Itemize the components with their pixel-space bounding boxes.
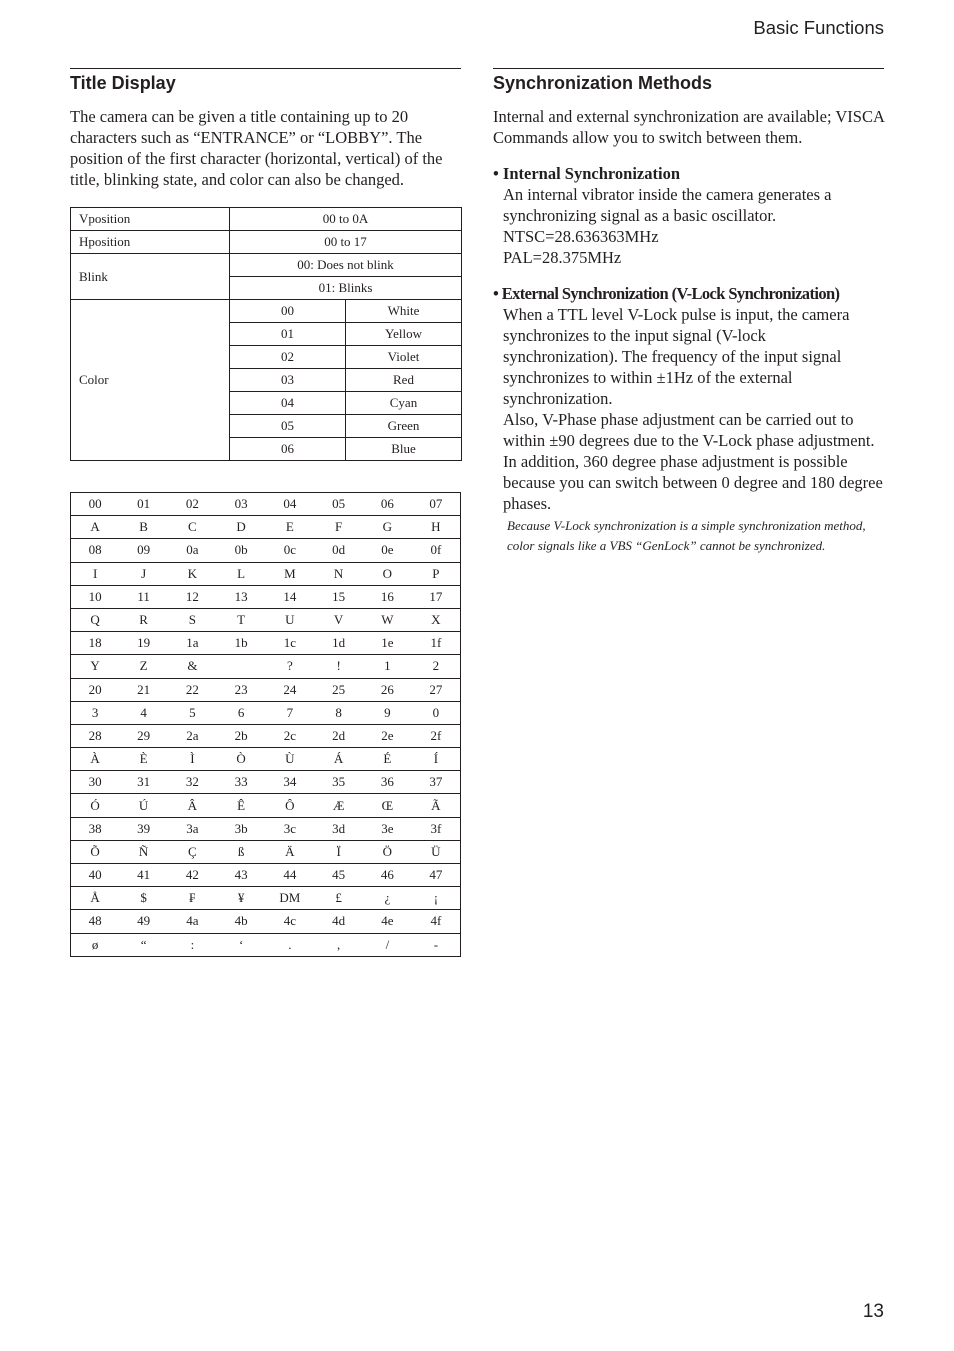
char-code-cell: 12 xyxy=(168,585,217,608)
table-cell: 04 xyxy=(230,392,346,415)
bullet-text: When a TTL level V-Lock pulse is input, the camera synchronizes to the input signal (V-lock synchronization). The frequency of the input signal synchronizes to within ±1Hz of the external synchronization. xyxy=(503,305,850,408)
char-glyph-cell: Ò xyxy=(217,748,266,771)
char-code-cell: 3b xyxy=(217,817,266,840)
table-cell: Violet xyxy=(346,346,462,369)
char-glyph-cell: D xyxy=(217,516,266,539)
char-code-cell: 02 xyxy=(168,493,217,516)
section-rule xyxy=(70,68,461,69)
char-code-cell: 16 xyxy=(363,585,412,608)
char-glyph-cell: Â xyxy=(168,794,217,817)
note-text: Because V-Lock synchronization is a simple synchronization method, color signals like a VBS “GenLock” cannot be synchronized. xyxy=(507,518,866,553)
table-row xyxy=(71,933,461,956)
table-row xyxy=(71,678,461,701)
char-glyph-cell: Ç xyxy=(168,840,217,863)
table-cell: White xyxy=(346,300,462,323)
bullet-heading: • Internal Synchronization xyxy=(493,164,680,183)
char-glyph-cell: ₣ xyxy=(168,887,217,910)
char-glyph-cell: ? xyxy=(266,655,315,678)
char-glyph-cell: “ xyxy=(119,933,168,956)
char-code-cell: 39 xyxy=(119,817,168,840)
char-code-cell: 48 xyxy=(71,910,120,933)
char-code-cell: 44 xyxy=(266,864,315,887)
char-glyph-cell: , xyxy=(314,933,363,956)
char-glyph-cell: ‘ xyxy=(217,933,266,956)
char-code-cell: 3f xyxy=(412,817,461,840)
char-code-cell: 43 xyxy=(217,864,266,887)
char-code-cell: 1b xyxy=(217,632,266,655)
table-row xyxy=(71,840,461,863)
body-paragraph: Internal and external synchronization are available; VISCA Commands allow you to switch between them. xyxy=(493,107,884,147)
table-row xyxy=(71,794,461,817)
char-code-cell: 3a xyxy=(168,817,217,840)
table-cell: 00 to 17 xyxy=(230,231,462,254)
table-cell: 01 xyxy=(230,323,346,346)
char-glyph-cell: ¥ xyxy=(217,887,266,910)
table-row xyxy=(71,516,461,539)
char-glyph-cell: Õ xyxy=(71,840,120,863)
char-glyph-cell: Ü xyxy=(412,840,461,863)
char-glyph-cell: U xyxy=(266,608,315,631)
char-glyph-cell: 2 xyxy=(412,655,461,678)
char-code-cell: 34 xyxy=(266,771,315,794)
char-glyph-cell: ¿ xyxy=(363,887,412,910)
char-code-cell: 25 xyxy=(314,678,363,701)
bullet-text: An internal vibrator inside the camera generates a synchronizing signal as a basic oscillator. xyxy=(503,185,832,225)
char-glyph-cell: M xyxy=(266,562,315,585)
char-code-cell: 19 xyxy=(119,632,168,655)
ntsc-frequency: NTSC=28.636363MHz xyxy=(503,227,659,246)
char-code-cell: 0c xyxy=(266,539,315,562)
table-row xyxy=(71,887,461,910)
char-code-cell: 24 xyxy=(266,678,315,701)
char-code-cell: 3d xyxy=(314,817,363,840)
char-glyph-cell xyxy=(217,655,266,678)
table-cell: 01: Blinks xyxy=(230,277,462,300)
table-row xyxy=(71,562,461,585)
char-code-cell: 04 xyxy=(266,493,315,516)
char-glyph-cell: Y xyxy=(71,655,120,678)
char-code-cell: 47 xyxy=(412,864,461,887)
char-glyph-cell: 7 xyxy=(266,701,315,724)
char-glyph-cell: Æ xyxy=(314,794,363,817)
char-code-cell: 03 xyxy=(217,493,266,516)
table-row xyxy=(71,632,461,655)
char-code-cell: 00 xyxy=(71,493,120,516)
table-row xyxy=(71,300,462,323)
char-code-cell: 26 xyxy=(363,678,412,701)
char-code-cell: 20 xyxy=(71,678,120,701)
char-glyph-cell: 1 xyxy=(363,655,412,678)
char-code-cell: 0f xyxy=(412,539,461,562)
table-row xyxy=(71,655,461,678)
char-code-cell: 11 xyxy=(119,585,168,608)
char-code-cell: 1c xyxy=(266,632,315,655)
table-cell: 02 xyxy=(230,346,346,369)
table-row xyxy=(71,585,461,608)
char-code-cell: 1d xyxy=(314,632,363,655)
title-display-section xyxy=(70,68,461,957)
char-glyph-cell: Ô xyxy=(266,794,315,817)
char-glyph-cell: Ã xyxy=(412,794,461,817)
char-glyph-cell: K xyxy=(168,562,217,585)
char-code-cell: 2f xyxy=(412,724,461,747)
char-code-cell: 06 xyxy=(363,493,412,516)
char-glyph-cell: Ñ xyxy=(119,840,168,863)
char-code-cell: 2a xyxy=(168,724,217,747)
char-code-cell: 09 xyxy=(119,539,168,562)
char-glyph-cell: A xyxy=(71,516,120,539)
table-row xyxy=(71,771,461,794)
table-cell: 00 xyxy=(230,300,346,323)
char-code-cell: 01 xyxy=(119,493,168,516)
table-cell: Yellow xyxy=(346,323,462,346)
char-glyph-cell: Ú xyxy=(119,794,168,817)
char-code-cell: 2b xyxy=(217,724,266,747)
char-glyph-cell: I xyxy=(71,562,120,585)
pal-frequency: PAL=28.375MHz xyxy=(503,248,622,267)
table-cell: Blue xyxy=(346,438,462,461)
char-glyph-cell: R xyxy=(119,608,168,631)
char-code-cell: 0a xyxy=(168,539,217,562)
table-cell: 00 to 0A xyxy=(230,208,462,231)
char-code-cell: 32 xyxy=(168,771,217,794)
char-code-cell: 0e xyxy=(363,539,412,562)
char-code-cell: 1e xyxy=(363,632,412,655)
char-glyph-cell: P xyxy=(412,562,461,585)
char-code-cell: 2c xyxy=(266,724,315,747)
table-row xyxy=(71,254,462,277)
table-cell: 05 xyxy=(230,415,346,438)
char-glyph-cell: - xyxy=(412,933,461,956)
char-code-cell: 05 xyxy=(314,493,363,516)
table-row xyxy=(71,208,462,231)
table-row xyxy=(71,701,461,724)
char-glyph-cell: ø xyxy=(71,933,120,956)
page-number: 13 xyxy=(862,1301,884,1322)
char-code-cell: 4d xyxy=(314,910,363,933)
char-glyph-cell: H xyxy=(412,516,461,539)
char-code-cell: 35 xyxy=(314,771,363,794)
char-code-cell: 4e xyxy=(363,910,412,933)
char-code-cell: 0b xyxy=(217,539,266,562)
char-code-cell: 38 xyxy=(71,817,120,840)
char-code-cell: 3c xyxy=(266,817,315,840)
char-glyph-cell: Ä xyxy=(266,840,315,863)
char-code-cell: 21 xyxy=(119,678,168,701)
char-code-cell: 1f xyxy=(412,632,461,655)
table-cell: Cyan xyxy=(346,392,462,415)
char-code-cell: 22 xyxy=(168,678,217,701)
char-glyph-cell: À xyxy=(71,748,120,771)
bullet-heading: • External Synchronization (V-Lock Synchronization) xyxy=(493,284,840,303)
bullet-text: Also, V-Phase phase adjustment can be carried out to within ±90 degrees due to the V-Lock phase adjustment. In addition, 360 degree phase adjustment is possible because you can switch between 0 degree and 180 degree phases. xyxy=(503,410,883,513)
char-code-cell: 4c xyxy=(266,910,315,933)
table-row xyxy=(71,493,461,516)
char-glyph-cell: È xyxy=(119,748,168,771)
body-paragraph: The camera can be given a title containing up to 20 characters such as “ENTRANCE” or “LOBBY”. The position of the first character (horizontal, vertical) of the title, blinking state, and color can also be changed. xyxy=(70,107,443,189)
char-glyph-cell: Á xyxy=(314,748,363,771)
char-glyph-cell: Ö xyxy=(363,840,412,863)
section-rule xyxy=(493,68,884,69)
char-code-cell: 08 xyxy=(71,539,120,562)
char-code-cell: 46 xyxy=(363,864,412,887)
char-code-cell: 17 xyxy=(412,585,461,608)
char-glyph-cell: & xyxy=(168,655,217,678)
char-glyph-cell: N xyxy=(314,562,363,585)
char-glyph-cell: Œ xyxy=(363,794,412,817)
char-code-cell: 27 xyxy=(412,678,461,701)
table-cell: Color xyxy=(71,300,230,461)
char-glyph-cell: $ xyxy=(119,887,168,910)
table-row xyxy=(71,910,461,933)
table-cell: 03 xyxy=(230,369,346,392)
character-code-table xyxy=(70,492,461,957)
char-glyph-cell: J xyxy=(119,562,168,585)
char-glyph-cell: 9 xyxy=(363,701,412,724)
table-row xyxy=(71,539,461,562)
char-glyph-cell: Ù xyxy=(266,748,315,771)
char-code-cell: 3e xyxy=(363,817,412,840)
table-cell: Green xyxy=(346,415,462,438)
char-glyph-cell: V xyxy=(314,608,363,631)
char-glyph-cell: 0 xyxy=(412,701,461,724)
table-row xyxy=(71,817,461,840)
char-code-cell: 4a xyxy=(168,910,217,933)
char-glyph-cell: X xyxy=(412,608,461,631)
char-glyph-cell: 8 xyxy=(314,701,363,724)
char-code-cell: 4f xyxy=(412,910,461,933)
char-glyph-cell: T xyxy=(217,608,266,631)
char-glyph-cell: Ó xyxy=(71,794,120,817)
char-glyph-cell: ¡ xyxy=(412,887,461,910)
char-glyph-cell: . xyxy=(266,933,315,956)
char-code-cell: 4b xyxy=(217,910,266,933)
char-glyph-cell: E xyxy=(266,516,315,539)
char-glyph-cell: Ê xyxy=(217,794,266,817)
char-glyph-cell: DM xyxy=(266,887,315,910)
char-code-cell: 45 xyxy=(314,864,363,887)
char-code-cell: 23 xyxy=(217,678,266,701)
char-glyph-cell: Ï xyxy=(314,840,363,863)
char-code-cell: 2e xyxy=(363,724,412,747)
char-code-cell: 10 xyxy=(71,585,120,608)
char-code-cell: 2d xyxy=(314,724,363,747)
table-cell: Blink xyxy=(71,254,230,300)
table-row xyxy=(71,231,462,254)
running-header: Basic Functions xyxy=(753,17,884,38)
char-code-cell: 1a xyxy=(168,632,217,655)
table-row xyxy=(71,864,461,887)
char-code-cell: 40 xyxy=(71,864,120,887)
table-row xyxy=(71,608,461,631)
char-glyph-cell: F xyxy=(314,516,363,539)
title-settings-table xyxy=(70,207,462,461)
char-glyph-cell: 6 xyxy=(217,701,266,724)
char-code-cell: 33 xyxy=(217,771,266,794)
char-code-cell: 30 xyxy=(71,771,120,794)
table-cell: Red xyxy=(346,369,462,392)
char-code-cell: 13 xyxy=(217,585,266,608)
char-code-cell: 28 xyxy=(71,724,120,747)
char-glyph-cell: C xyxy=(168,516,217,539)
section-heading: Synchronization Methods xyxy=(493,73,713,93)
char-glyph-cell: W xyxy=(363,608,412,631)
char-glyph-cell: Å xyxy=(71,887,120,910)
char-glyph-cell: £ xyxy=(314,887,363,910)
char-glyph-cell: ! xyxy=(314,655,363,678)
char-code-cell: 31 xyxy=(119,771,168,794)
char-code-cell: 29 xyxy=(119,724,168,747)
char-glyph-cell: Z xyxy=(119,655,168,678)
char-code-cell: 15 xyxy=(314,585,363,608)
char-code-cell: 49 xyxy=(119,910,168,933)
char-glyph-cell: Q xyxy=(71,608,120,631)
char-glyph-cell: / xyxy=(363,933,412,956)
char-code-cell: 41 xyxy=(119,864,168,887)
char-glyph-cell: B xyxy=(119,516,168,539)
char-glyph-cell: L xyxy=(217,562,266,585)
char-code-cell: 36 xyxy=(363,771,412,794)
table-cell: Vposition xyxy=(71,208,230,231)
char-code-cell: 18 xyxy=(71,632,120,655)
char-code-cell: 42 xyxy=(168,864,217,887)
char-glyph-cell: O xyxy=(363,562,412,585)
char-glyph-cell: Í xyxy=(412,748,461,771)
char-glyph-cell: ß xyxy=(217,840,266,863)
char-glyph-cell: : xyxy=(168,933,217,956)
char-glyph-cell: Ì xyxy=(168,748,217,771)
table-cell: 00: Does not blink xyxy=(230,254,462,277)
char-glyph-cell: 4 xyxy=(119,701,168,724)
table-row xyxy=(71,748,461,771)
char-glyph-cell: S xyxy=(168,608,217,631)
char-glyph-cell: 3 xyxy=(71,701,120,724)
external-sync-item xyxy=(493,283,884,555)
table-cell: 06 xyxy=(230,438,346,461)
char-code-cell: 37 xyxy=(412,771,461,794)
char-glyph-cell: 5 xyxy=(168,701,217,724)
internal-sync-item xyxy=(493,163,884,268)
table-row xyxy=(71,724,461,747)
char-glyph-cell: G xyxy=(363,516,412,539)
sync-methods-section xyxy=(493,68,884,555)
char-code-cell: 14 xyxy=(266,585,315,608)
section-heading: Title Display xyxy=(70,73,176,93)
char-code-cell: 0d xyxy=(314,539,363,562)
char-code-cell: 07 xyxy=(412,493,461,516)
table-cell: Hposition xyxy=(71,231,230,254)
char-glyph-cell: É xyxy=(363,748,412,771)
